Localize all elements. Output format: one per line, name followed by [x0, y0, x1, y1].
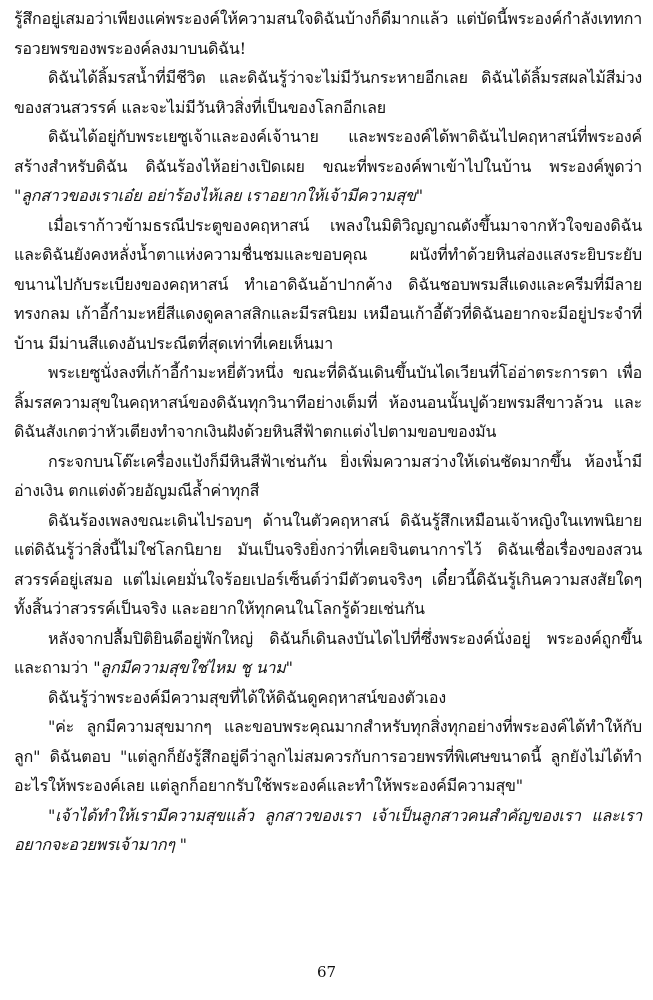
paragraph-text: ดิฉันได้อยู่กับพระเยซูเจ้าและองค์เจ้านาย และพระองค์ได้พาดิฉันไปคฤหาสน์ที่พระองค์สร้างสำหรับดิฉัน ดิฉันร้องไห้อย่างเปิดเผย ขณะที่พระองค์พาเข้าไปในบ้าน พระองค์พูดว่า — [14, 127, 642, 176]
paragraph: "ค่ะ ลูกมีความสุขมากๆ และขอบพระคุณมากสำหรับทุกสิ่งทุกอย่างที่พระองค์ได้ทำให้กับลูก" ดิฉันตอบ "แต่ลูกก็ยังรู้สึกอยู่ดีว่าลูกไม่สมควรกับการอวยพรที่พิเศษขนาดนี้ ลูกยังไม่ได้ทำอะไรให้พระองค์เลย แต่ลูกก็อยากรับใช้พระองค์และทำให้พระองค์มีความสุข" — [14, 717, 642, 795]
paragraph: กระจกบนโต๊ะเครื่องแป้งก็มีหินสีฟ้าเช่นกัน ยิ่งเพิ่มความสว่างให้เด่นชัดมากขึ้น ห้องน้ำมีอ่างเงิน ตกแต่งด้วยอัญมณีล้ำค่าทุกสี — [14, 451, 642, 500]
paragraph: รู้สึกอยู่เสมอว่าเพียงแค่พระองค์ให้ความสนใจดิฉันบ้างก็ดีมากแล้ว แต่บัดนี้พระองค์กำลังเททการอวยพรของพระองค์ลงมาบนดิฉัน! — [14, 9, 642, 58]
paragraph: พระเยซูนั่งลงที่เก้าอี้กำมะหยี่ตัวหนึ่ง ขณะที่ดิฉันเดินขึ้นบันไดเวียนที่โอ่อ่าตระการตา เพื่อลิ้มรสความสุขในคฤหาสน์ของดิฉันทุกวินาทีอย่างเต็มที่ ห้องนอนนั้นปูด้วยพรมสีขาวล้วน และดิฉันสังเกตว่าหัวเตียงทำจากเงินฝังด้วยหินสีฟ้าตกแต่งไปตามขอบของมัน — [14, 363, 642, 441]
paragraph — [14, 122, 642, 211]
quoted-speech: "ลูกมีความสุขใช่ไหม ชู นาม" — [93, 658, 293, 677]
paragraph: เมื่อเราก้าวข้ามธรณีประตูของคฤหาสน์ เพลงในมิติวิญญาณดังขึ้นมาจากหัวใจของดิฉัน และดิฉันยังคงหลั่งน้ำตาแห่งความชื่นชมและขอบคุณ ผนังที่ทำด้วยหินส่องแสงระยิบระยับขนานไปกับระเบียงของคฤหาสน์ ทำเอาดิฉันอ้าปากค้าง ดิฉันชอบพรมสีแดงและครีมที่มีลายทรงกลม เก้าอี้กำมะหยี่สีแดงดูคลาสสิกและมีรสนิยม เหมือนเก้าอี้ตัวที่ดิฉันอยากจะมีอยู่ประจำที่บ้าน มีม่านสีแดงอันประณีตที่สุดเท่าที่เคยเห็นมา — [14, 215, 642, 353]
paragraph: ดิฉันร้องเพลงขณะเดินไปรอบๆ ด้านในตัวคฤหาสน์ ดิฉันรู้สึกเหมือนเจ้าหญิงในเทพนิยาย แต่ดิฉันรู้ว่าสิ่งนี้ไม่ใช่โลกนิยาย มันเป็นจริงยิ่งกว่าที่เคยจินตนาการไว้ ดิฉันเชื่อเรื่องของสวนสวรรค์อยู่เสมอ แต่ไม่เคยมั่นใจร้อยเปอร์เซ็นต์ว่ามีตัวตนจริงๆ เดี๋ยวนี้ดิฉันรู้เกินความสงสัยใดๆ ทั้งสิ้นว่าสวรรค์เป็นจริง และอยากให้ทุกคนในโลกรู้ด้วยเช่นกัน — [14, 510, 642, 618]
body-text — [14, 4, 642, 860]
page-number: 67 — [316, 963, 337, 981]
quoted-speech-paragraph: "เจ้าได้ทำให้เรามีความสุขแล้ว ลูกสาวของเรา เจ้าเป็นลูกสาวคนสำคัญของเรา และเราอยากจะอวยพรเจ้ามากๆ " — [14, 805, 642, 854]
paragraph — [14, 624, 642, 683]
quoted-speech: "ลูกสาวของเราเอ๋ย อย่าร้องไห้เลย เราอยากให้เจ้ามีความสุข" — [14, 186, 423, 205]
paragraph: ดิฉันรู้ว่าพระองค์มีความสุขที่ได้ให้ดิฉันดูคฤหาสน์ของตัวเอง — [48, 687, 446, 707]
paragraph: ดิฉันได้ลิ้มรสน้ำที่มีชีวิต และดิฉันรู้ว่าจะไม่มีวันกระหายอีกเลย ดิฉันได้ลิ้มรสผลไม้สีม่วงของสวนสวรรค์ และจะไม่มีวันหิวสิ่งที่เป็นของโลกอีกเลย — [14, 68, 642, 117]
paragraph-text: หลังจากปลื้มปิติยินดีอยู่พักใหญ่ ดิฉันก็เดินลงบันไดไปที่ซึ่งพระองค์นั่งอยู่ พระองค์ถูกขึ้นและถามว่า — [14, 628, 642, 677]
